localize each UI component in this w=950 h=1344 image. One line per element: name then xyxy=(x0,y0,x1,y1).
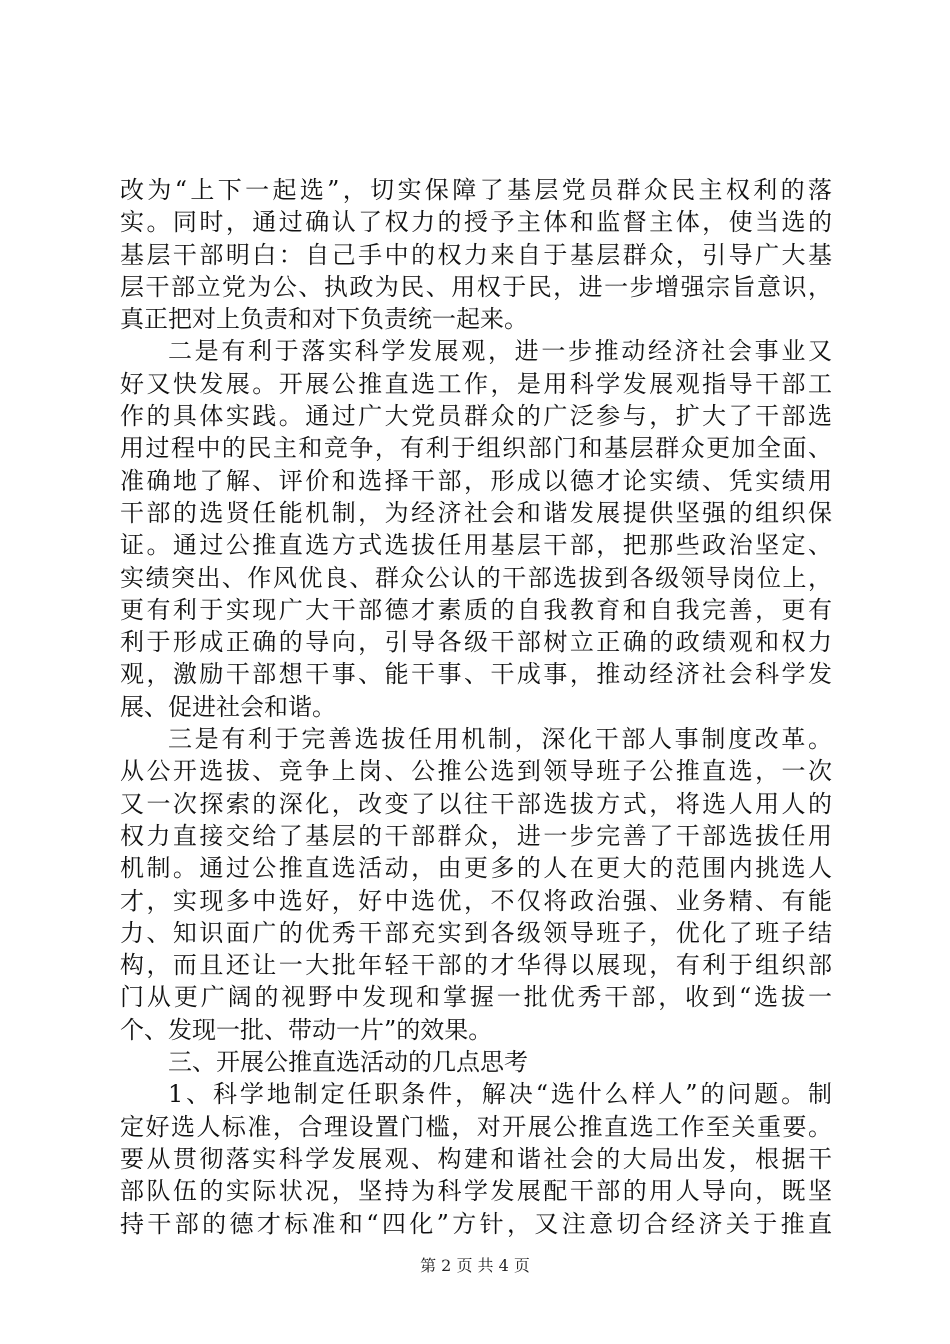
text-line: 好又快发展。开展公推直选工作，是用科学发展观指导干部工 xyxy=(120,369,832,398)
text-line: 准确地了解、评价和选择干部，形成以德才论实绩、凭实绩用 xyxy=(120,466,832,495)
text-line: 基层干部明白：自己手中的权力来自于基层群众，引导广大基 xyxy=(120,240,832,269)
paragraph-start-line: 三是有利于完善选拔任用机制，深化干部人事制度改革。 xyxy=(168,725,832,754)
text-line: 改为“上下一起选”，切实保障了基层党员群众民主权利的落 xyxy=(120,176,832,204)
text-line: 又一次探索的深化，改变了以往干部选拔方式，将选人用人的 xyxy=(120,789,832,818)
text-line: 从公开选拔、竞争上岗、公推公选到领导班子公推直选，一次 xyxy=(120,757,832,786)
text-line: 机制。通过公推直选活动，由更多的人在更大的范围内挑选人 xyxy=(120,854,832,883)
text-line: 展、促进社会和谐。 xyxy=(120,692,336,721)
text-line: 个、发现一批、带动一片”的效果。 xyxy=(120,1015,493,1044)
text-line: 构，而且还让一大批年轻干部的才华得以展现，有利于组织部 xyxy=(120,951,832,980)
section-heading: 三、开展公推直选活动的几点思考 xyxy=(168,1048,528,1077)
text-line: 持干部的德才标准和“四化”方针，又注意切合经济关于推直 xyxy=(120,1209,832,1238)
text-line: 才，实现多中选好，好中选优，不仅将政治强、业务精、有能 xyxy=(120,886,832,915)
text-line: 利于形成正确的导向，引导各级干部树立正确的政绩观和权力 xyxy=(120,628,832,657)
paragraph-start-line: 1、科学地制定任职条件，解决“选什么样人”的问题。制 xyxy=(168,1080,832,1109)
text-line: 门从更广阔的视野中发现和掌握一批优秀干部，收到“选拔一 xyxy=(120,983,832,1012)
text-line: 证。通过公推直选方式选拔任用基层干部，把那些政治坚定、 xyxy=(120,531,832,560)
text-line: 实。同时，通过确认了权力的授予主体和监督主体，使当选的 xyxy=(120,208,832,237)
document-body xyxy=(120,174,832,1240)
text-line: 定好选人标准，合理设置门槛，对开展公推直选工作至关重要。 xyxy=(120,1112,832,1141)
paragraph-start-line: 二是有利于落实科学发展观，进一步推动经济社会事业又 xyxy=(168,337,832,366)
text-line: 部队伍的实际状况，坚持为科学发展配干部的用人导向，既坚 xyxy=(120,1177,832,1206)
text-line: 真正把对上负责和对下负责统一起来。 xyxy=(120,305,528,334)
text-line: 更有利于实现广大干部德才素质的自我教育和自我完善，更有 xyxy=(120,595,832,624)
text-line: 力、知识面广的优秀干部充实到各级领导班子，优化了班子结 xyxy=(120,918,832,947)
text-line: 要从贯彻落实科学发展观、构建和谐社会的大局出发，根据干 xyxy=(120,1144,832,1173)
text-line: 实绩突出、作风优良、群众公认的干部选拔到各级领导岗位上， xyxy=(120,563,832,592)
text-line: 层干部立党为公、执政为民、用权于民，进一步增强宗旨意识， xyxy=(120,272,832,301)
text-line: 观，激励干部想干事、能干事、干成事，推动经济社会科学发 xyxy=(120,660,832,689)
page-number-footer: 第 2 页 共 4 页 xyxy=(420,1256,530,1275)
text-line: 权力直接交给了基层的干部群众，进一步完善了干部选拔任用 xyxy=(120,821,832,850)
text-line: 干部的选贤任能机制，为经济社会和谐发展提供坚强的组织保 xyxy=(120,498,832,527)
text-line: 作的具体实践。通过广大党员群众的广泛参与，扩大了干部选 xyxy=(120,402,832,431)
text-line: 用过程中的民主和竞争，有利于组织部门和基层群众更加全面、 xyxy=(120,434,832,463)
